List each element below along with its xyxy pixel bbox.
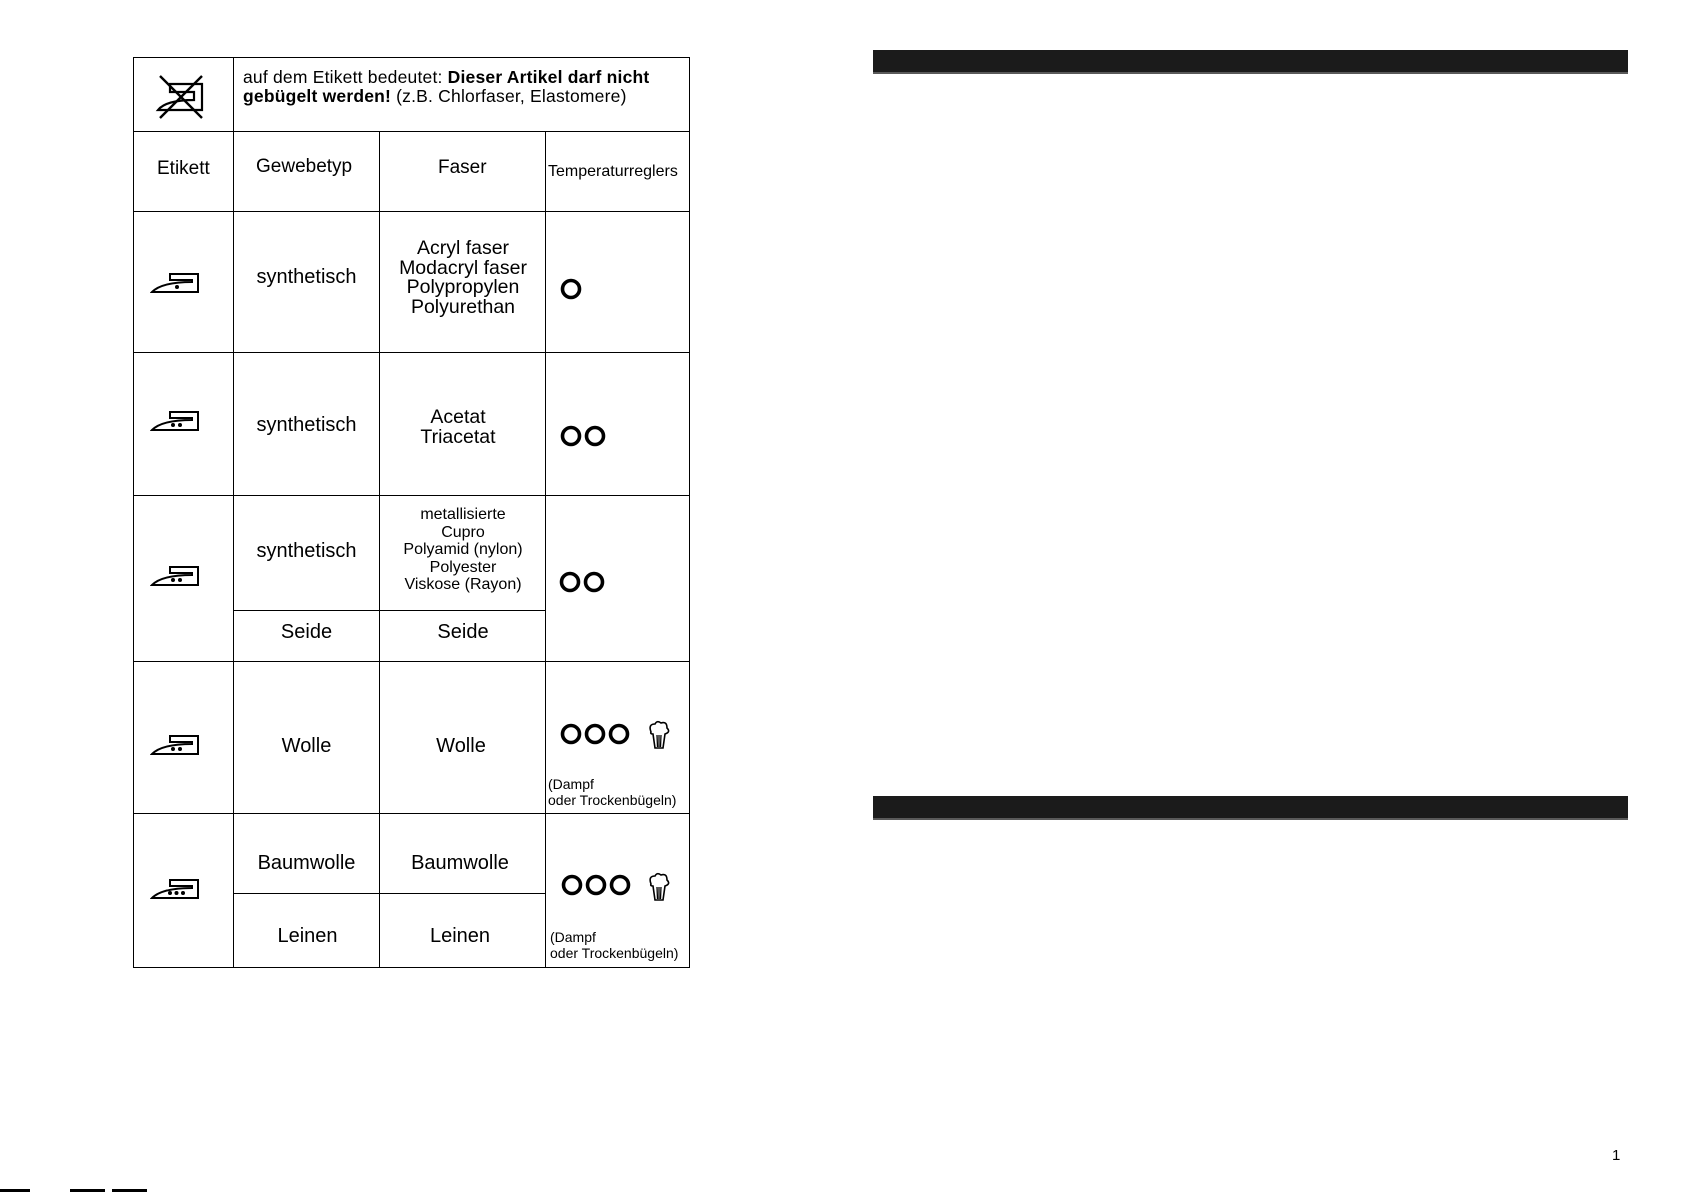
fiber-name: Wolle (436, 735, 486, 757)
iron-icon (150, 732, 202, 758)
header-fiber: Faser (438, 157, 487, 178)
fiber-list: Acetat Triacetat (420, 406, 496, 448)
dial-dot-icon (559, 423, 611, 449)
dial-dot-icon (559, 720, 635, 748)
header-label: Etikett (157, 158, 210, 179)
page-number: 1 (1612, 1147, 1621, 1164)
no-ironing-note: auf dem Etikett bedeutet: Dieser Artikel darf nicht gebügelt werden! (z.B. Chlorfaser, Elastomere) (243, 67, 650, 106)
fabric-type: Baumwolle (257, 852, 356, 874)
iron-icon (150, 876, 202, 902)
fiber-list: Acryl faser Modacryl faser Polypropylen Polyurethan (399, 237, 527, 318)
dial-dot-icon (560, 871, 636, 899)
iron-icon (150, 408, 202, 434)
dial-dot-icon (559, 277, 583, 301)
dial-dot-icon (558, 569, 610, 595)
fabric-type: synthetisch (256, 266, 357, 288)
iron-crossed-icon (152, 72, 212, 120)
steam-note: (Dampf oder Trockenbügeln) (550, 929, 679, 961)
fabric-type: Wolle (281, 735, 332, 757)
header-temperature: Temperaturreglers (548, 163, 678, 180)
header-fabric: Gewebetyp (256, 156, 353, 177)
fiber-name: Seide (437, 621, 489, 643)
section-header-bar (873, 796, 1628, 820)
steam-icon (646, 720, 672, 750)
fabric-type: synthetisch (256, 414, 357, 436)
fabric-type: Seide (280, 621, 333, 643)
fabric-type: synthetisch (256, 540, 357, 562)
fiber-list: metallisierte Cupro Polyamid (nylon) Polyester Viskose (Rayon) (403, 506, 523, 593)
section-header-bar (873, 50, 1628, 74)
fiber-name: Leinen (429, 925, 491, 947)
steam-icon (646, 872, 672, 902)
iron-icon (150, 563, 202, 589)
fabric-type: Leinen (277, 925, 338, 947)
iron-icon (150, 270, 202, 296)
steam-note: (Dampf oder Trockenbügeln) (548, 776, 677, 808)
fiber-name: Baumwolle (411, 852, 509, 874)
